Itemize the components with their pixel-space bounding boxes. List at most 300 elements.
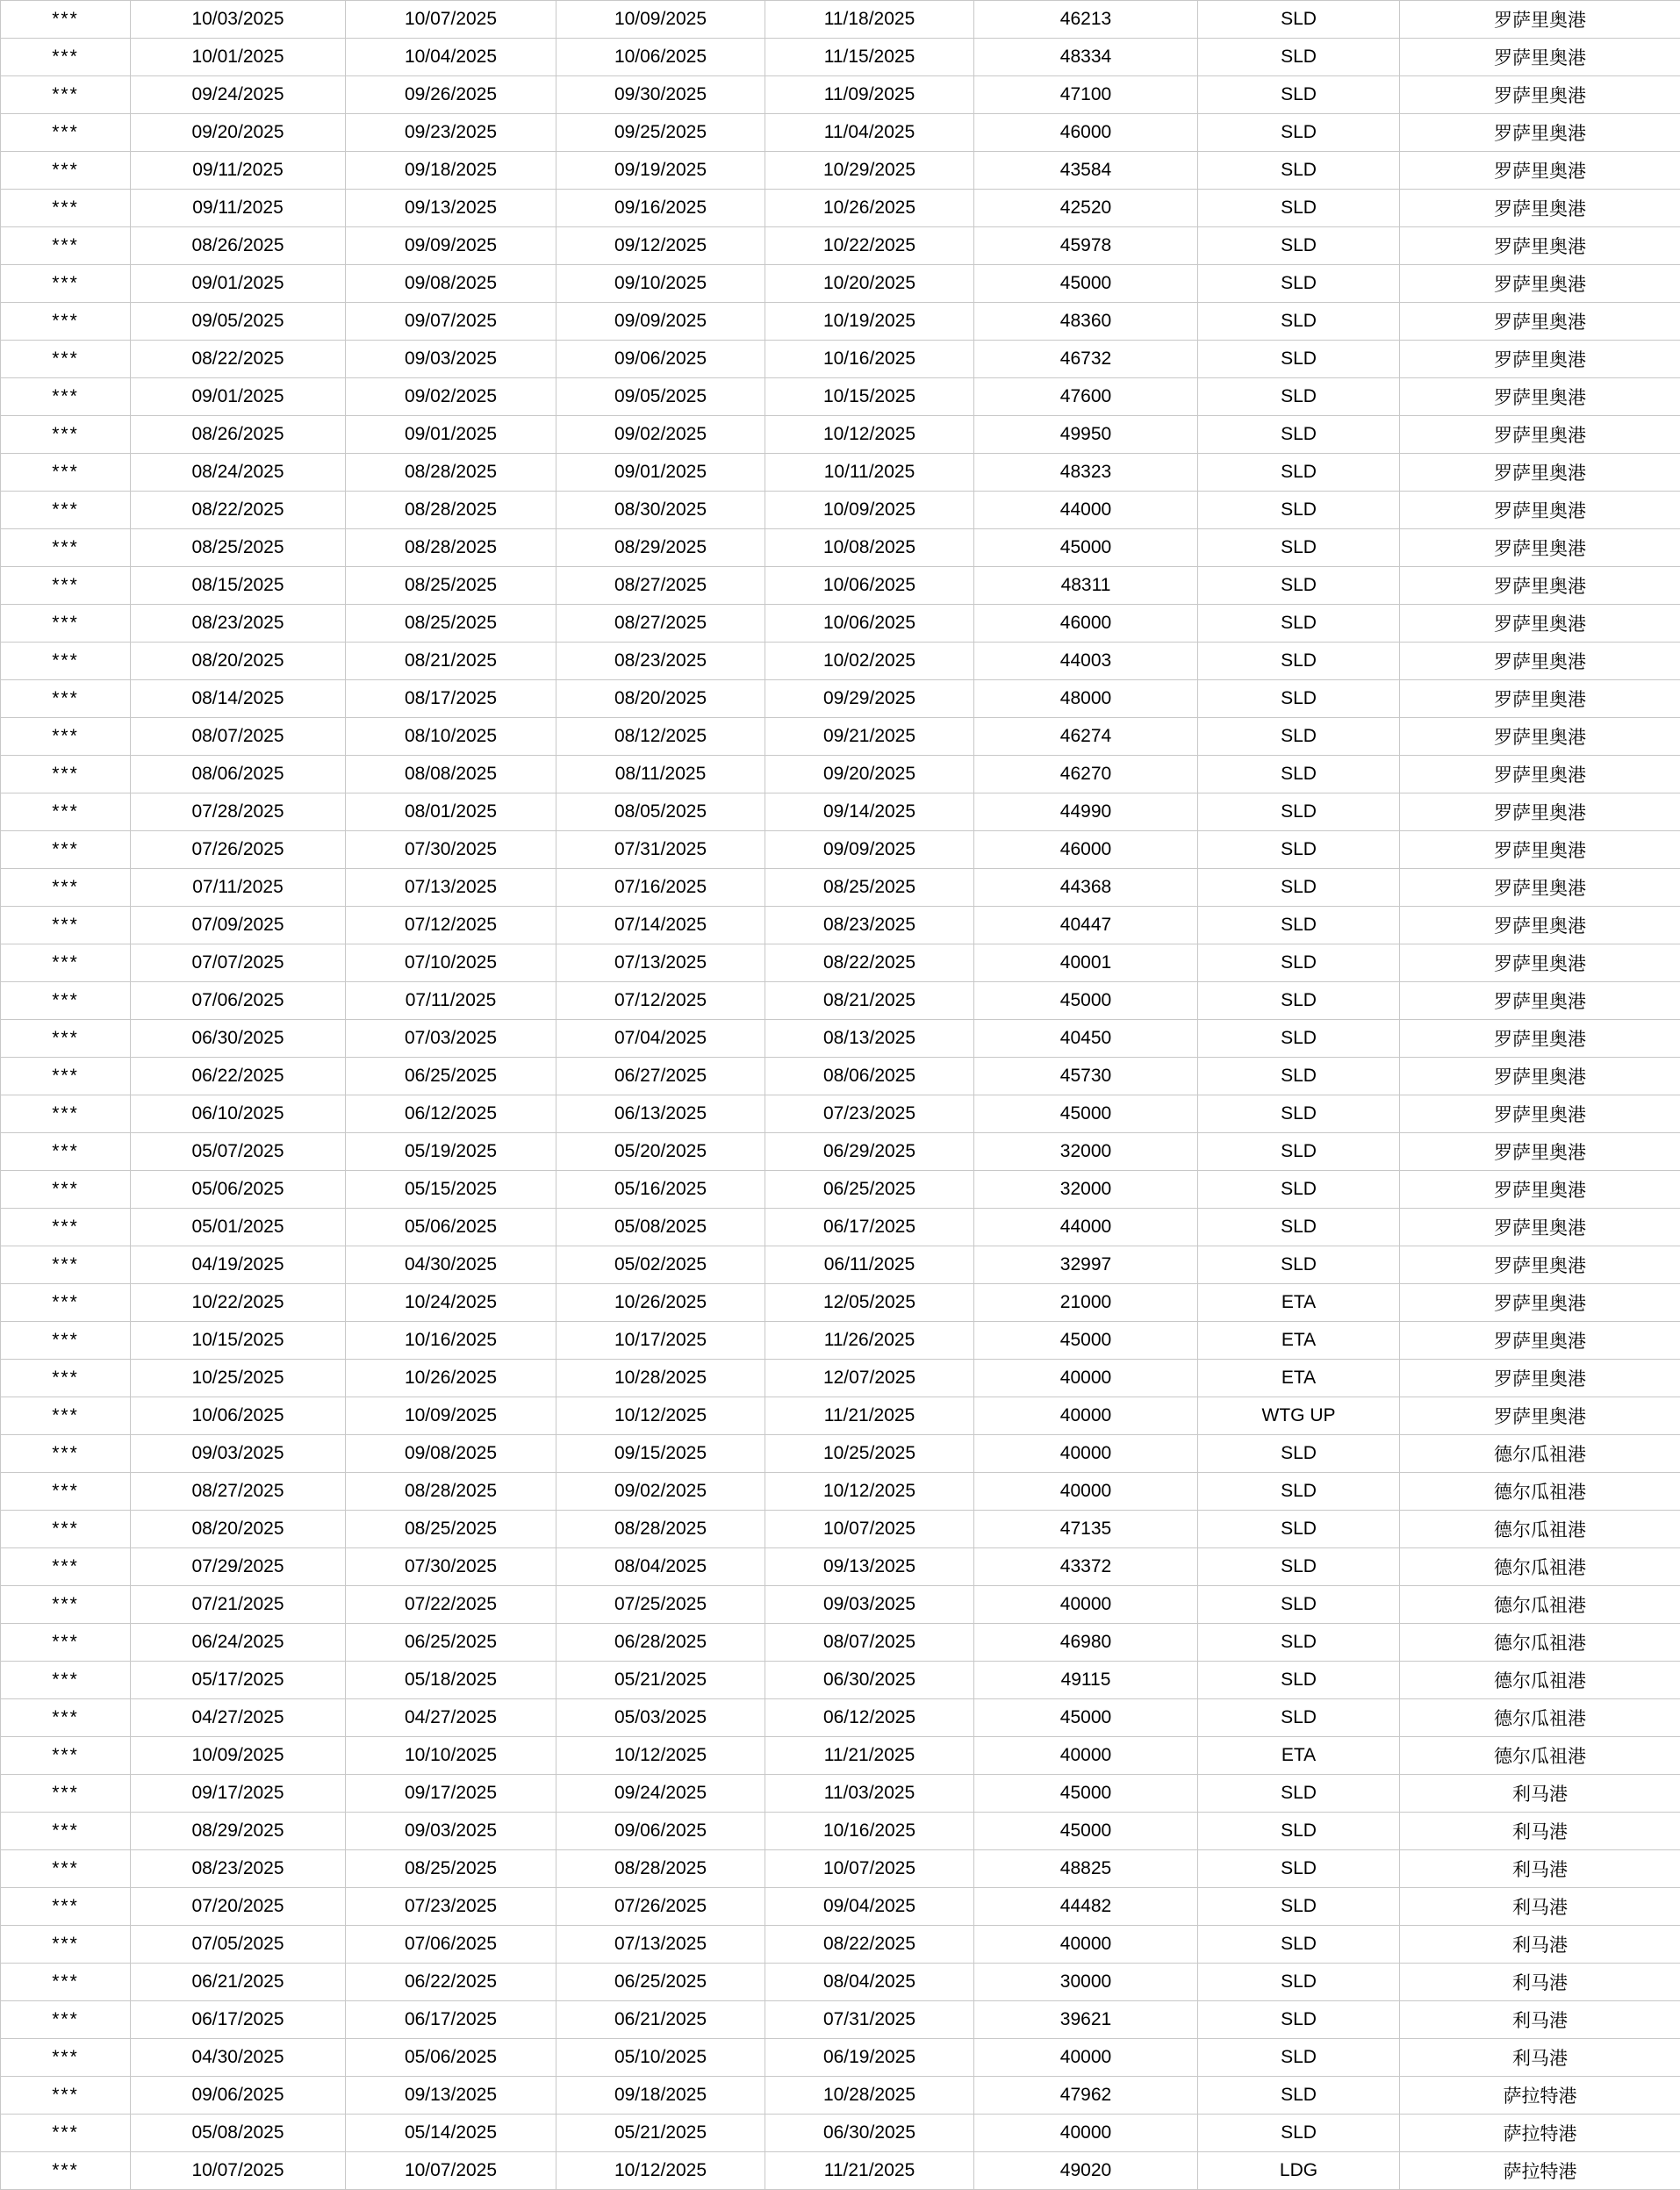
cell-date_2: 08/01/2025: [346, 793, 556, 831]
cell-quantity: 40450: [974, 1020, 1198, 1058]
cell-date_2: 09/17/2025: [346, 1775, 556, 1813]
cell-quantity: 40000: [974, 1473, 1198, 1511]
cell-port: 罗萨里奥港: [1400, 756, 1680, 793]
cell-status: SLD: [1198, 907, 1400, 944]
table-row[interactable]: [1, 1058, 1680, 1095]
cell-date_4: 10/02/2025: [765, 643, 974, 680]
cell-port: 德尔瓜祖港: [1400, 1737, 1680, 1775]
cell-date_4: 09/14/2025: [765, 793, 974, 831]
cell-date_2: 08/28/2025: [346, 1473, 556, 1511]
cell-date_4: 11/21/2025: [765, 1397, 974, 1435]
table-row[interactable]: [1, 1699, 1680, 1737]
cell-date_3: 07/04/2025: [556, 1020, 765, 1058]
cell-date_1: 05/07/2025: [131, 1133, 346, 1171]
cell-status: SLD: [1198, 341, 1400, 378]
cell-status: SLD: [1198, 2039, 1400, 2077]
cell-date_1: 08/23/2025: [131, 605, 346, 643]
cell-date_1: 09/11/2025: [131, 190, 346, 227]
cell-date_1: 08/27/2025: [131, 1473, 346, 1511]
table-row[interactable]: [1, 492, 1680, 529]
cell-status: ETA: [1198, 1737, 1400, 1775]
cell-masked: ***: [1, 1397, 131, 1435]
cell-date_1: 09/05/2025: [131, 303, 346, 341]
table-row[interactable]: [1, 1095, 1680, 1133]
cell-date_3: 07/13/2025: [556, 1926, 765, 1964]
cell-date_3: 05/08/2025: [556, 1209, 765, 1246]
cell-date_2: 06/25/2025: [346, 1624, 556, 1662]
cell-quantity: 49020: [974, 2152, 1198, 2190]
cell-status: SLD: [1198, 1511, 1400, 1548]
cell-date_3: 09/25/2025: [556, 114, 765, 152]
cell-date_3: 07/31/2025: [556, 831, 765, 869]
cell-date_1: 07/29/2025: [131, 1548, 346, 1586]
cell-masked: ***: [1, 265, 131, 303]
table-row[interactable]: [1, 454, 1680, 492]
cell-date_2: 08/10/2025: [346, 718, 556, 756]
cell-quantity: 44482: [974, 1888, 1198, 1926]
cell-port: 罗萨里奥港: [1400, 1246, 1680, 1284]
cell-date_4: 06/30/2025: [765, 2115, 974, 2152]
cell-quantity: 47100: [974, 76, 1198, 114]
table-row[interactable]: [1, 265, 1680, 303]
cell-status: SLD: [1198, 1020, 1400, 1058]
table-row[interactable]: [1, 1775, 1680, 1813]
cell-date_1: 07/11/2025: [131, 869, 346, 907]
cell-status: SLD: [1198, 152, 1400, 190]
cell-date_4: 10/12/2025: [765, 1473, 974, 1511]
cell-port: 罗萨里奥港: [1400, 227, 1680, 265]
table-row[interactable]: [1, 1209, 1680, 1246]
cell-quantity: 45000: [974, 1699, 1198, 1737]
cell-masked: ***: [1, 1473, 131, 1511]
cell-date_2: 07/22/2025: [346, 1586, 556, 1624]
cell-date_4: 10/06/2025: [765, 567, 974, 605]
cell-quantity: 44000: [974, 1209, 1198, 1246]
cell-date_3: 06/13/2025: [556, 1095, 765, 1133]
table-row[interactable]: [1, 1737, 1680, 1775]
cell-date_4: 11/21/2025: [765, 2152, 974, 2190]
cell-status: SLD: [1198, 227, 1400, 265]
cell-port: 罗萨里奥港: [1400, 1095, 1680, 1133]
table-row[interactable]: [1, 1397, 1680, 1435]
cell-date_3: 06/21/2025: [556, 2001, 765, 2039]
cell-masked: ***: [1, 831, 131, 869]
cell-masked: ***: [1, 190, 131, 227]
cell-date_4: 10/25/2025: [765, 1435, 974, 1473]
cell-port: 罗萨里奥港: [1400, 567, 1680, 605]
cell-date_1: 08/20/2025: [131, 1511, 346, 1548]
cell-date_4: 09/09/2025: [765, 831, 974, 869]
table-row[interactable]: [1, 567, 1680, 605]
cell-status: SLD: [1198, 2001, 1400, 2039]
cell-status: SLD: [1198, 39, 1400, 76]
cell-date_1: 07/20/2025: [131, 1888, 346, 1926]
cell-status: SLD: [1198, 265, 1400, 303]
table-row[interactable]: [1, 1, 1680, 39]
cell-date_3: 08/27/2025: [556, 567, 765, 605]
cell-date_1: 09/11/2025: [131, 152, 346, 190]
cell-port: 罗萨里奥港: [1400, 76, 1680, 114]
cell-status: WTG UP: [1198, 1397, 1400, 1435]
cell-masked: ***: [1, 1209, 131, 1246]
cell-port: 罗萨里奥港: [1400, 1058, 1680, 1095]
cell-status: SLD: [1198, 1850, 1400, 1888]
cell-date_2: 09/09/2025: [346, 227, 556, 265]
cell-quantity: 48323: [974, 454, 1198, 492]
table-row[interactable]: [1, 1888, 1680, 1926]
cell-port: 德尔瓜祖港: [1400, 1624, 1680, 1662]
cell-date_2: 09/03/2025: [346, 1813, 556, 1850]
cell-date_4: 10/12/2025: [765, 416, 974, 454]
cell-masked: ***: [1, 1133, 131, 1171]
table-row[interactable]: [1, 718, 1680, 756]
cell-quantity: 45000: [974, 265, 1198, 303]
cell-date_3: 08/04/2025: [556, 1548, 765, 1586]
cell-masked: ***: [1, 1322, 131, 1360]
table-row[interactable]: [1, 1813, 1680, 1850]
cell-masked: ***: [1, 982, 131, 1020]
cell-masked: ***: [1, 1360, 131, 1397]
cell-masked: ***: [1, 227, 131, 265]
table-row[interactable]: [1, 793, 1680, 831]
cell-date_3: 09/06/2025: [556, 1813, 765, 1850]
cell-date_4: 06/30/2025: [765, 1662, 974, 1699]
cell-masked: ***: [1, 1586, 131, 1624]
cell-port: 罗萨里奥港: [1400, 190, 1680, 227]
cell-date_3: 10/12/2025: [556, 1397, 765, 1435]
cell-date_1: 10/09/2025: [131, 1737, 346, 1775]
cell-status: SLD: [1198, 1813, 1400, 1850]
cell-status: SLD: [1198, 1209, 1400, 1246]
cell-date_2: 07/13/2025: [346, 869, 556, 907]
cell-date_2: 08/08/2025: [346, 756, 556, 793]
cell-masked: ***: [1, 1435, 131, 1473]
cell-masked: ***: [1, 1699, 131, 1737]
cell-date_2: 10/26/2025: [346, 1360, 556, 1397]
cell-date_1: 06/22/2025: [131, 1058, 346, 1095]
table-row[interactable]: [1, 416, 1680, 454]
cell-date_1: 09/01/2025: [131, 378, 346, 416]
cell-date_1: 08/26/2025: [131, 416, 346, 454]
cell-date_4: 09/21/2025: [765, 718, 974, 756]
cell-date_4: 10/20/2025: [765, 265, 974, 303]
table-row[interactable]: [1, 1662, 1680, 1699]
table-row[interactable]: [1, 1964, 1680, 2001]
table-row[interactable]: [1, 39, 1680, 76]
cell-quantity: 46000: [974, 831, 1198, 869]
table-row[interactable]: [1, 2077, 1680, 2115]
cell-date_4: 06/19/2025: [765, 2039, 974, 2077]
cell-port: 德尔瓜祖港: [1400, 1511, 1680, 1548]
cell-status: SLD: [1198, 793, 1400, 831]
cell-quantity: 45000: [974, 1775, 1198, 1813]
cell-date_4: 10/09/2025: [765, 492, 974, 529]
cell-date_3: 05/16/2025: [556, 1171, 765, 1209]
cell-date_1: 08/29/2025: [131, 1813, 346, 1850]
cell-masked: ***: [1, 1246, 131, 1284]
cell-date_2: 06/25/2025: [346, 1058, 556, 1095]
cell-date_3: 08/29/2025: [556, 529, 765, 567]
cell-date_2: 07/30/2025: [346, 831, 556, 869]
cell-date_3: 08/12/2025: [556, 718, 765, 756]
cell-status: SLD: [1198, 1964, 1400, 2001]
cell-quantity: 32997: [974, 1246, 1198, 1284]
cell-status: SLD: [1198, 378, 1400, 416]
table-row[interactable]: [1, 378, 1680, 416]
cell-status: SLD: [1198, 1473, 1400, 1511]
cell-quantity: 48311: [974, 567, 1198, 605]
cell-date_3: 09/01/2025: [556, 454, 765, 492]
cell-date_2: 06/12/2025: [346, 1095, 556, 1133]
cell-status: SLD: [1198, 1699, 1400, 1737]
cell-port: 罗萨里奥港: [1400, 378, 1680, 416]
table-row[interactable]: [1, 2039, 1680, 2077]
cell-date_2: 06/17/2025: [346, 2001, 556, 2039]
cell-status: ETA: [1198, 1322, 1400, 1360]
table-row[interactable]: [1, 1322, 1680, 1360]
table-row[interactable]: [1, 1548, 1680, 1586]
cell-status: SLD: [1198, 756, 1400, 793]
cell-date_2: 07/11/2025: [346, 982, 556, 1020]
table-row[interactable]: [1, 1586, 1680, 1624]
cell-date_3: 09/18/2025: [556, 2077, 765, 2115]
cell-date_3: 09/02/2025: [556, 416, 765, 454]
cell-date_4: 10/15/2025: [765, 378, 974, 416]
cell-date_3: 05/10/2025: [556, 2039, 765, 2077]
cell-date_1: 06/10/2025: [131, 1095, 346, 1133]
table-row[interactable]: [1, 1624, 1680, 1662]
table-row[interactable]: [1, 756, 1680, 793]
cell-date_1: 08/24/2025: [131, 454, 346, 492]
table-row[interactable]: [1, 190, 1680, 227]
cell-quantity: 46000: [974, 605, 1198, 643]
cell-date_2: 05/19/2025: [346, 1133, 556, 1171]
cell-port: 罗萨里奥港: [1400, 454, 1680, 492]
table-row[interactable]: [1, 907, 1680, 944]
cell-date_2: 09/18/2025: [346, 152, 556, 190]
cell-masked: ***: [1, 1926, 131, 1964]
cell-port: 罗萨里奥港: [1400, 1133, 1680, 1171]
cell-port: 德尔瓜祖港: [1400, 1699, 1680, 1737]
table-row[interactable]: [1, 643, 1680, 680]
cell-port: 萨拉特港: [1400, 2077, 1680, 2115]
cell-status: SLD: [1198, 1246, 1400, 1284]
cell-date_1: 06/30/2025: [131, 1020, 346, 1058]
cell-masked: ***: [1, 2077, 131, 2115]
cell-port: 罗萨里奥港: [1400, 907, 1680, 944]
cell-quantity: 46274: [974, 718, 1198, 756]
cell-date_1: 10/25/2025: [131, 1360, 346, 1397]
cell-quantity: 40000: [974, 1435, 1198, 1473]
cell-date_1: 08/25/2025: [131, 529, 346, 567]
cell-date_2: 08/25/2025: [346, 567, 556, 605]
cell-quantity: 45730: [974, 1058, 1198, 1095]
cell-port: 罗萨里奥港: [1400, 341, 1680, 378]
cell-date_1: 07/07/2025: [131, 944, 346, 982]
cell-date_1: 09/01/2025: [131, 265, 346, 303]
table-row[interactable]: [1, 114, 1680, 152]
table-row[interactable]: [1, 1246, 1680, 1284]
cell-port: 利马港: [1400, 1926, 1680, 1964]
cell-date_1: 08/14/2025: [131, 680, 346, 718]
cell-quantity: 46213: [974, 1, 1198, 39]
table-row[interactable]: [1, 2152, 1680, 2190]
cell-date_4: 08/22/2025: [765, 944, 974, 982]
cell-date_1: 09/06/2025: [131, 2077, 346, 2115]
cell-date_1: 07/06/2025: [131, 982, 346, 1020]
table-row[interactable]: [1, 982, 1680, 1020]
cell-masked: ***: [1, 2001, 131, 2039]
cell-date_1: 10/15/2025: [131, 1322, 346, 1360]
cell-date_4: 11/21/2025: [765, 1737, 974, 1775]
cell-status: SLD: [1198, 944, 1400, 982]
cell-date_3: 09/30/2025: [556, 76, 765, 114]
cell-date_4: 06/12/2025: [765, 1699, 974, 1737]
cell-date_4: 07/31/2025: [765, 2001, 974, 2039]
cell-port: 利马港: [1400, 2039, 1680, 2077]
cell-quantity: 40000: [974, 2039, 1198, 2077]
table-body: [1, 1, 1680, 2190]
cell-date_1: 08/26/2025: [131, 227, 346, 265]
cell-status: SLD: [1198, 718, 1400, 756]
table-row[interactable]: [1, 1284, 1680, 1322]
table-row[interactable]: [1, 1360, 1680, 1397]
cell-date_3: 09/24/2025: [556, 1775, 765, 1813]
cell-masked: ***: [1, 303, 131, 341]
table-row[interactable]: [1, 2115, 1680, 2152]
cell-date_2: 08/28/2025: [346, 454, 556, 492]
cell-date_2: 05/06/2025: [346, 1209, 556, 1246]
table-row[interactable]: [1, 303, 1680, 341]
cell-masked: ***: [1, 1548, 131, 1586]
cell-date_2: 10/09/2025: [346, 1397, 556, 1435]
cell-masked: ***: [1, 1, 131, 39]
cell-date_3: 10/26/2025: [556, 1284, 765, 1322]
cell-masked: ***: [1, 907, 131, 944]
cell-date_4: 10/06/2025: [765, 605, 974, 643]
cell-date_3: 09/12/2025: [556, 227, 765, 265]
cell-quantity: 30000: [974, 1964, 1198, 2001]
cell-date_4: 06/25/2025: [765, 1171, 974, 1209]
cell-masked: ***: [1, 567, 131, 605]
cell-date_4: 10/22/2025: [765, 227, 974, 265]
cell-status: SLD: [1198, 114, 1400, 152]
table-row[interactable]: [1, 341, 1680, 378]
cell-date_3: 09/05/2025: [556, 378, 765, 416]
table-row[interactable]: [1, 1020, 1680, 1058]
table-row[interactable]: [1, 1850, 1680, 1888]
cell-date_2: 09/13/2025: [346, 2077, 556, 2115]
cell-date_3: 06/27/2025: [556, 1058, 765, 1095]
table-row[interactable]: [1, 869, 1680, 907]
cell-quantity: 40000: [974, 1360, 1198, 1397]
cell-port: 罗萨里奥港: [1400, 982, 1680, 1020]
table-row[interactable]: [1, 1511, 1680, 1548]
cell-masked: ***: [1, 1511, 131, 1548]
table-row[interactable]: [1, 1133, 1680, 1171]
cell-port: 罗萨里奥港: [1400, 492, 1680, 529]
cell-quantity: 47962: [974, 2077, 1198, 2115]
cell-quantity: 44003: [974, 643, 1198, 680]
cell-date_2: 08/17/2025: [346, 680, 556, 718]
cell-port: 罗萨里奥港: [1400, 114, 1680, 152]
cell-date_4: 08/21/2025: [765, 982, 974, 1020]
cell-port: 罗萨里奥港: [1400, 416, 1680, 454]
cell-quantity: 46980: [974, 1624, 1198, 1662]
cell-date_3: 07/12/2025: [556, 982, 765, 1020]
cell-date_2: 04/27/2025: [346, 1699, 556, 1737]
cell-date_2: 09/01/2025: [346, 416, 556, 454]
cell-quantity: 40447: [974, 907, 1198, 944]
cell-masked: ***: [1, 1284, 131, 1322]
cell-date_1: 07/28/2025: [131, 793, 346, 831]
table-row[interactable]: [1, 529, 1680, 567]
table-row[interactable]: [1, 2001, 1680, 2039]
cell-masked: ***: [1, 944, 131, 982]
cell-date_4: 09/20/2025: [765, 756, 974, 793]
cell-port: 罗萨里奥港: [1400, 1360, 1680, 1397]
cell-date_3: 10/28/2025: [556, 1360, 765, 1397]
cell-date_1: 09/20/2025: [131, 114, 346, 152]
cell-date_2: 07/03/2025: [346, 1020, 556, 1058]
cell-date_2: 09/08/2025: [346, 265, 556, 303]
cell-status: SLD: [1198, 567, 1400, 605]
table-row[interactable]: [1, 76, 1680, 114]
cell-port: 利马港: [1400, 1850, 1680, 1888]
cell-port: 罗萨里奥港: [1400, 1284, 1680, 1322]
cell-date_3: 10/06/2025: [556, 39, 765, 76]
cell-date_1: 08/07/2025: [131, 718, 346, 756]
cell-date_1: 10/01/2025: [131, 39, 346, 76]
cell-date_3: 05/21/2025: [556, 2115, 765, 2152]
table-row[interactable]: [1, 944, 1680, 982]
cell-date_2: 07/30/2025: [346, 1548, 556, 1586]
cell-date_4: 08/22/2025: [765, 1926, 974, 1964]
cell-quantity: 48360: [974, 303, 1198, 341]
table-row[interactable]: [1, 152, 1680, 190]
cell-quantity: 40000: [974, 1737, 1198, 1775]
cell-quantity: 43372: [974, 1548, 1198, 1586]
cell-date_4: 10/08/2025: [765, 529, 974, 567]
cell-date_2: 10/16/2025: [346, 1322, 556, 1360]
cell-date_3: 05/03/2025: [556, 1699, 765, 1737]
cell-masked: ***: [1, 1888, 131, 1926]
cell-masked: ***: [1, 1662, 131, 1699]
cell-date_1: 05/06/2025: [131, 1171, 346, 1209]
cell-port: 罗萨里奥港: [1400, 793, 1680, 831]
table-row[interactable]: [1, 227, 1680, 265]
table-row[interactable]: [1, 1926, 1680, 1964]
cell-date_1: 04/30/2025: [131, 2039, 346, 2077]
cell-port: 德尔瓜祖港: [1400, 1548, 1680, 1586]
table-row[interactable]: [1, 1473, 1680, 1511]
cell-port: 萨拉特港: [1400, 2115, 1680, 2152]
table-row[interactable]: [1, 1171, 1680, 1209]
cell-date_4: 06/11/2025: [765, 1246, 974, 1284]
cell-date_2: 09/03/2025: [346, 341, 556, 378]
cell-port: 罗萨里奥港: [1400, 643, 1680, 680]
table-row[interactable]: [1, 831, 1680, 869]
table-row[interactable]: [1, 680, 1680, 718]
table-row[interactable]: [1, 605, 1680, 643]
cell-date_2: 05/14/2025: [346, 2115, 556, 2152]
cell-masked: ***: [1, 1020, 131, 1058]
cell-date_4: 07/23/2025: [765, 1095, 974, 1133]
cell-date_2: 08/21/2025: [346, 643, 556, 680]
table-row[interactable]: [1, 1435, 1680, 1473]
cell-status: SLD: [1198, 1926, 1400, 1964]
cell-quantity: 40000: [974, 2115, 1198, 2152]
